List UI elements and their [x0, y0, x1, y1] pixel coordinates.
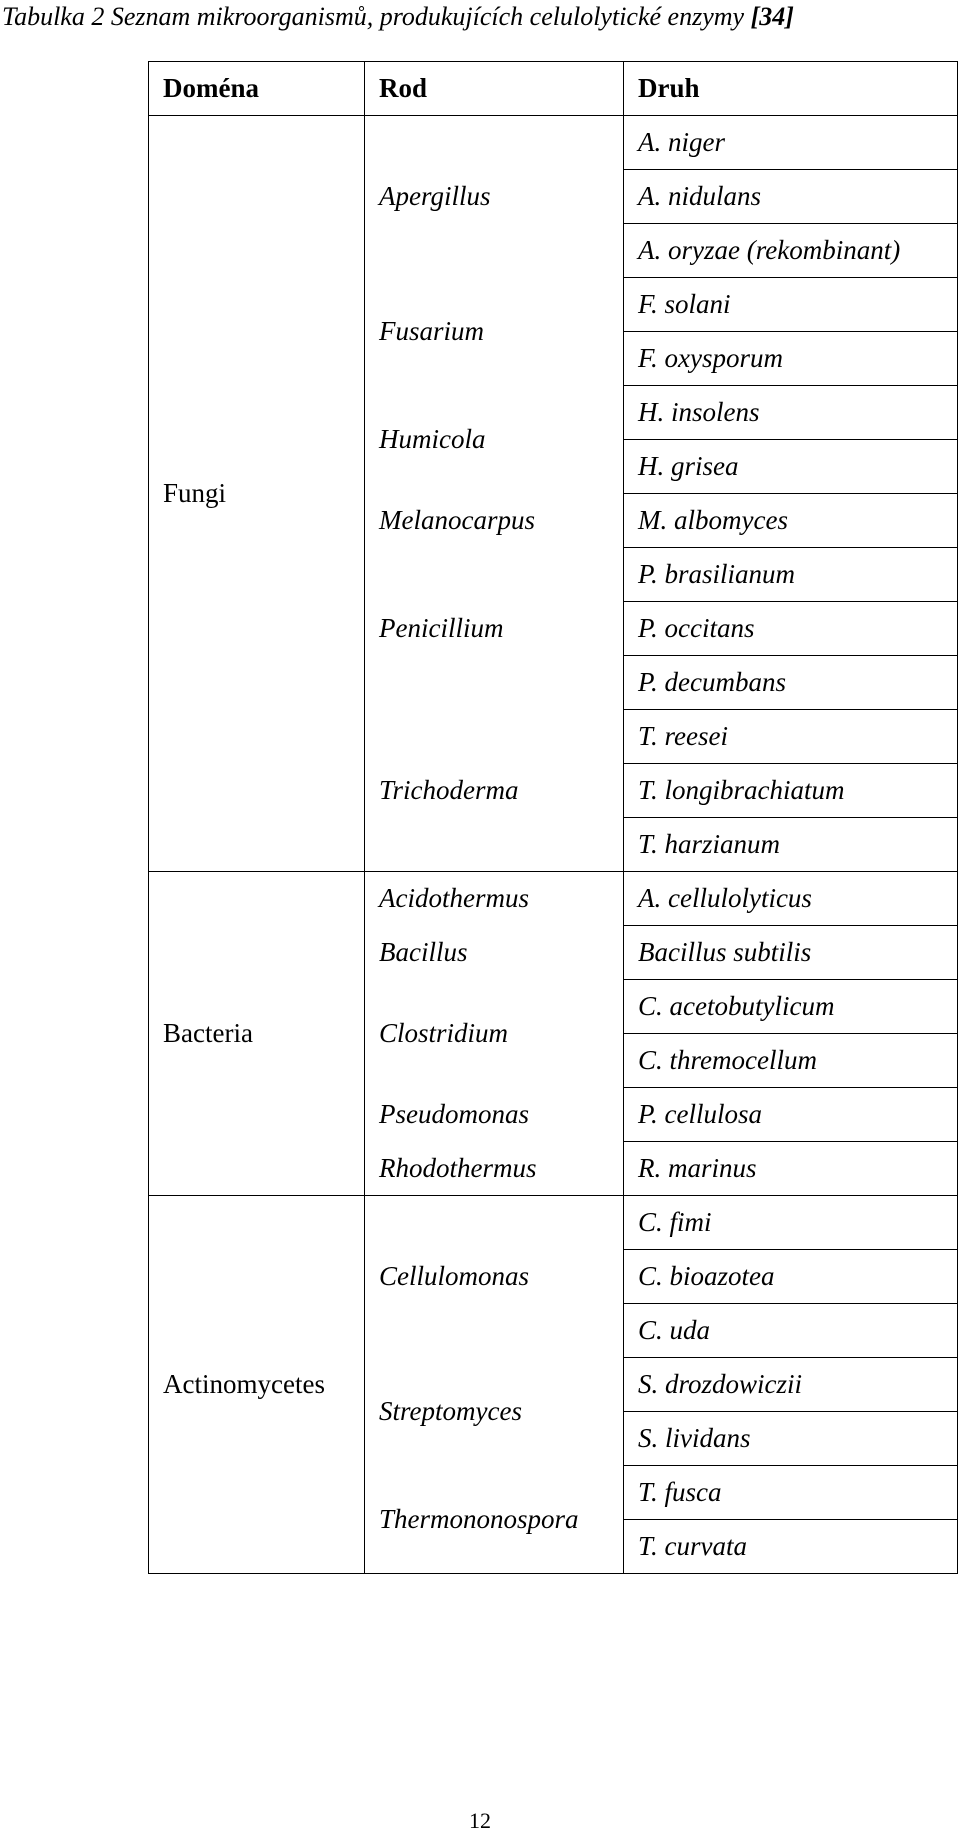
header-rod: Rod — [365, 62, 624, 116]
species-cell: H. insolens — [624, 386, 958, 440]
table-caption — [2, 2, 794, 32]
header-domena: Doména — [149, 62, 365, 116]
species-cell: T. fusca — [624, 1466, 958, 1520]
species-cell: Bacillus subtilis — [624, 926, 958, 980]
species-cell: A. nidulans — [624, 170, 958, 224]
domain-cell: Actinomycetes — [149, 1196, 365, 1574]
genus-cell: Melanocarpus — [365, 494, 624, 548]
species-cell: H. grisea — [624, 440, 958, 494]
species-cell: T. longibrachiatum — [624, 764, 958, 818]
domain-cell: Fungi — [149, 116, 365, 872]
species-cell: P. decumbans — [624, 656, 958, 710]
genus-cell: Fusarium — [365, 278, 624, 386]
table-row — [149, 872, 958, 926]
genus-cell: Streptomyces — [365, 1358, 624, 1466]
domain-cell: Bacteria — [149, 872, 365, 1196]
caption-reference: [34] — [750, 2, 794, 31]
species-cell: P. brasilianum — [624, 548, 958, 602]
microorganism-table — [148, 61, 958, 1574]
table-header-row — [149, 62, 958, 116]
genus-cell: Thermononospora — [365, 1466, 624, 1574]
species-cell: C. uda — [624, 1304, 958, 1358]
species-cell: T. harzianum — [624, 818, 958, 872]
genus-cell: Rhodothermus — [365, 1142, 624, 1196]
genus-cell: Clostridium — [365, 980, 624, 1088]
genus-cell: Acidothermus — [365, 872, 624, 926]
species-cell: F. solani — [624, 278, 958, 332]
species-cell: F. oxysporum — [624, 332, 958, 386]
species-cell: P. cellulosa — [624, 1088, 958, 1142]
genus-cell: Cellulomonas — [365, 1196, 624, 1358]
species-cell: S. drozdowiczii — [624, 1358, 958, 1412]
species-cell: C. bioazotea — [624, 1250, 958, 1304]
species-cell: C. fimi — [624, 1196, 958, 1250]
species-cell: S. lividans — [624, 1412, 958, 1466]
species-cell: R. marinus — [624, 1142, 958, 1196]
genus-cell: Trichoderma — [365, 710, 624, 872]
species-cell: C. thremocellum — [624, 1034, 958, 1088]
species-cell: A. cellulolyticus — [624, 872, 958, 926]
species-cell: T. curvata — [624, 1520, 958, 1574]
species-cell: P. occitans — [624, 602, 958, 656]
species-cell: M. albomyces — [624, 494, 958, 548]
genus-cell: Penicillium — [365, 548, 624, 710]
table-row — [149, 116, 958, 170]
species-cell: T. reesei — [624, 710, 958, 764]
genus-cell: Pseudomonas — [365, 1088, 624, 1142]
genus-cell: Bacillus — [365, 926, 624, 980]
caption-text: Tabulka 2 Seznam mikroorganismů, produkujících celulolytické enzymy — [2, 2, 745, 31]
table-row — [149, 1196, 958, 1250]
species-cell: C. acetobutylicum — [624, 980, 958, 1034]
header-druh: Druh — [624, 62, 958, 116]
genus-cell: Apergillus — [365, 116, 624, 278]
table-body — [149, 116, 958, 1574]
page-number: 12 — [469, 1808, 491, 1833]
species-cell: A. oryzae (rekombinant) — [624, 224, 958, 278]
species-cell: A. niger — [624, 116, 958, 170]
genus-cell: Humicola — [365, 386, 624, 494]
